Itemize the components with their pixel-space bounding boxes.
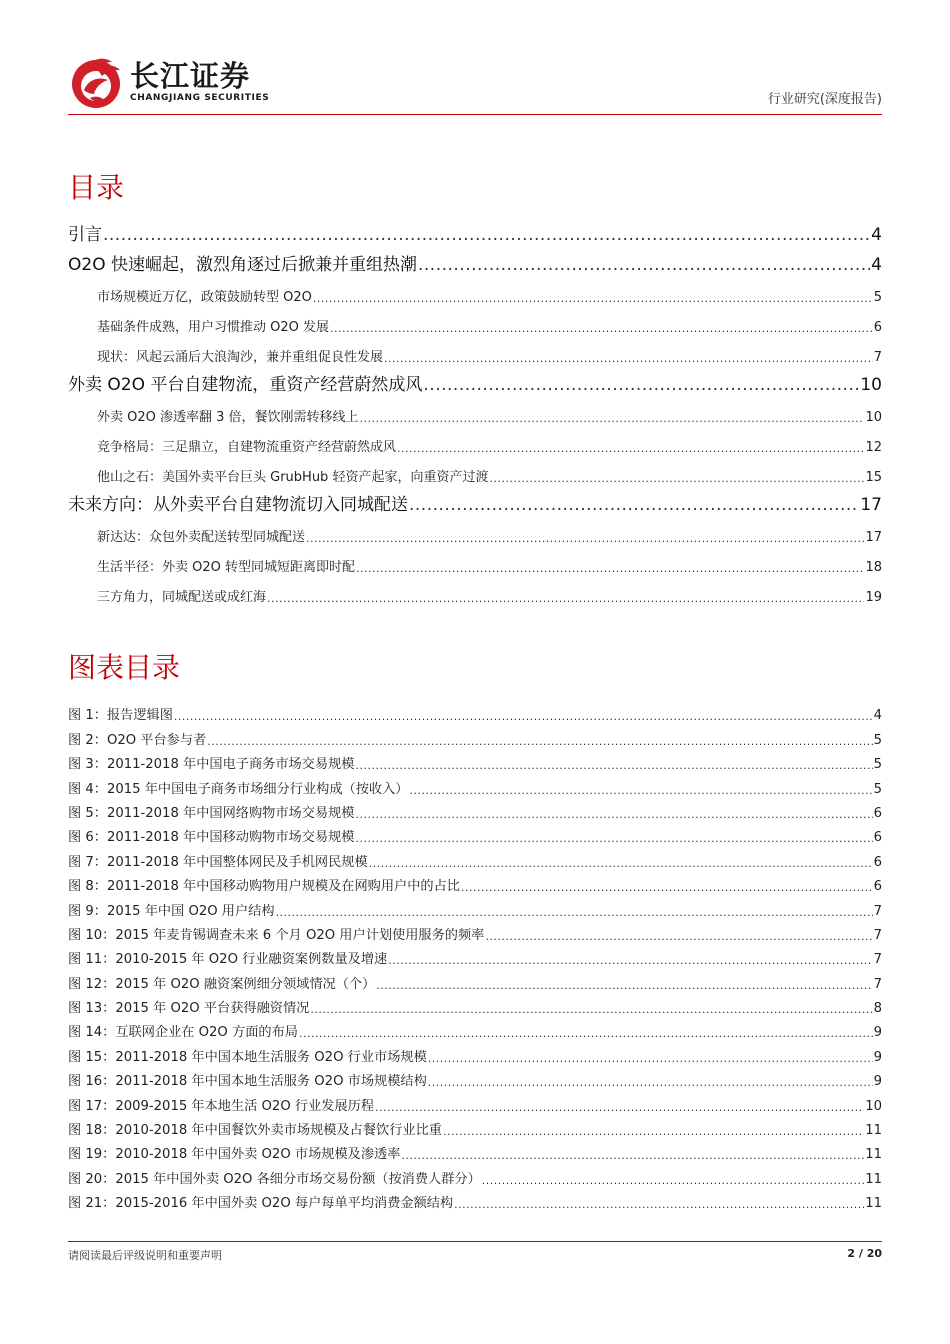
figure-entry-label: 图 12：2015 年 O2O 融资案例细分领域情况（个） — [68, 976, 376, 992]
report-type: 行业研究(深度报告) — [767, 92, 882, 107]
figure-entry[interactable] — [68, 992, 882, 1016]
leader-dots — [355, 808, 872, 821]
company-name-en: CHANGJIANG SECURITIES — [130, 93, 270, 103]
toc-chapter-page: 4 — [871, 255, 882, 275]
figure-entry-label: 图 1：报告逻辑图 — [68, 708, 173, 724]
leader-dots — [489, 472, 864, 485]
toc-section[interactable] — [68, 305, 882, 335]
figure-entry[interactable] — [68, 1089, 882, 1113]
figure-entry-page: 6 — [873, 854, 882, 870]
figure-entry-page: 6 — [873, 830, 882, 846]
figure-entry-page: 7 — [873, 952, 882, 968]
figure-entry-page: 6 — [873, 879, 882, 895]
figure-entry[interactable] — [68, 870, 882, 894]
toc-section-label: 外卖 O2O 渗透率翻 3 倍，餐饮刚需转移线上 — [97, 410, 359, 425]
figure-entry-page: 9 — [873, 1049, 882, 1065]
toc-section[interactable] — [68, 455, 882, 485]
figure-entry-page: 6 — [873, 805, 882, 821]
toc-chapter-label: 外卖 O2O 平台自建物流，重资产经营蔚然成风 — [68, 375, 423, 395]
figure-entry[interactable] — [68, 919, 882, 943]
toc-chapter[interactable] — [68, 215, 882, 245]
figure-entry-page: 5 — [873, 757, 882, 773]
toc-section[interactable] — [68, 395, 882, 425]
toc-section-label: 生活半径：外卖 O2O 转型同城短距离即时配 — [97, 560, 356, 575]
toc-chapter[interactable] — [68, 485, 882, 515]
toc-section-label: 现状：风起云涌后大浪淘沙，兼并重组促良性发展 — [97, 350, 384, 365]
page-header — [68, 44, 882, 114]
figure-entry[interactable] — [68, 845, 882, 869]
company-name-cn: 长江证券 — [130, 59, 251, 93]
leader-dots — [207, 735, 872, 748]
figure-entry-page: 8 — [873, 1001, 882, 1017]
figures-title: 图表目录 — [68, 651, 181, 684]
figure-entry-page: 11 — [865, 1147, 882, 1163]
leader-dots — [388, 954, 872, 967]
leader-dots — [376, 979, 872, 992]
toc-chapter-label: O2O 快速崛起，激烈角逐过后掀兼并重组热潮 — [68, 255, 417, 275]
toc-section-page: 5 — [873, 290, 882, 305]
toc-section[interactable] — [68, 515, 882, 545]
figure-entry-page: 11 — [865, 1123, 882, 1139]
figure-entry-page: 5 — [873, 732, 882, 748]
leader-dots — [267, 592, 864, 605]
toc-section-label: 市场规模近万亿，政策鼓励转型 O2O — [97, 290, 312, 305]
figure-entry-page: 10 — [865, 1098, 882, 1114]
toc-chapter-label: 引言 — [68, 225, 102, 245]
leader-dots — [103, 225, 870, 245]
leader-dots — [355, 759, 872, 772]
figure-entry-label: 图 9：2015 年中国 O2O 用户结构 — [68, 903, 275, 919]
toc-section-label: 竞争格局：三足鼎立，自建物流重资产经营蔚然成风 — [97, 440, 397, 455]
figure-entry-page: 7 — [873, 903, 882, 919]
figure-entry[interactable] — [68, 1138, 882, 1162]
leader-dots — [355, 832, 872, 845]
figures-list — [68, 699, 882, 1211]
figure-entry[interactable] — [68, 1040, 882, 1064]
figure-entry-page: 9 — [873, 1025, 882, 1041]
leader-dots — [174, 710, 873, 723]
toc-chapter[interactable] — [68, 365, 882, 395]
leader-dots — [313, 292, 873, 305]
figure-entry-label: 图 4：2015 年中国电子商务市场细分行业构成（按收入） — [68, 781, 409, 797]
toc-section-page: 10 — [865, 410, 882, 425]
figure-entry-page: 11 — [865, 1196, 882, 1212]
figure-entry[interactable] — [68, 821, 882, 845]
leader-dots — [299, 1027, 873, 1040]
figure-entry-label: 图 5：2011-2018 年中国网络购物市场交易规模 — [68, 805, 355, 821]
figure-entry-label: 图 20：2015 年中国外卖 O2O 各细分市场交易份额（按消费人群分） — [68, 1171, 481, 1187]
leader-dots — [397, 442, 864, 455]
header-divider — [68, 114, 882, 115]
toc-section[interactable] — [68, 545, 882, 575]
toc-section-page: 19 — [865, 590, 882, 605]
toc-section-page: 6 — [873, 320, 882, 335]
figure-entry[interactable] — [68, 699, 882, 723]
figure-entry-label: 图 8：2011-2018 年中国移动购物用户规模及在网购用户中的占比 — [68, 879, 460, 895]
toc-section-page: 18 — [865, 560, 882, 575]
figure-entry-label: 图 7：2011-2018 年中国整体网民及手机网民规模 — [68, 854, 368, 870]
toc-chapter-page: 10 — [860, 375, 882, 395]
leader-dots — [356, 562, 864, 575]
figure-entry-page: 9 — [873, 1074, 882, 1090]
toc-section-page: 7 — [873, 350, 882, 365]
figure-entry-label: 图 11：2010-2015 年 O2O 行业融资案例数量及增速 — [68, 952, 388, 968]
figure-entry-label: 图 15：2011-2018 年中国本地生活服务 O2O 行业市场规模 — [68, 1049, 427, 1065]
figure-entry-page: 11 — [865, 1171, 882, 1187]
toc-chapter[interactable] — [68, 245, 882, 275]
leader-dots — [360, 412, 865, 425]
leader-dots — [384, 352, 873, 365]
figure-entry-label: 图 10：2015 年麦肯锡调查未来 6 个月 O2O 用户计划使用服务的频率 — [68, 927, 485, 943]
figure-entry-label: 图 13：2015 年 O2O 平台获得融资情况 — [68, 1001, 310, 1017]
leader-dots — [423, 375, 859, 395]
figure-entry-label: 图 14：互联网企业在 O2O 方面的布局 — [68, 1025, 298, 1041]
figure-entry[interactable] — [68, 723, 882, 747]
toc-chapter-label: 未来方向：从外卖平台自建物流切入同城配送 — [68, 495, 408, 515]
leader-dots — [306, 532, 864, 545]
figure-entry[interactable] — [68, 1187, 882, 1211]
figure-entry-label: 图 3：2011-2018 年中国电子商务市场交易规模 — [68, 757, 355, 773]
phoenix-logo-icon — [68, 50, 126, 110]
leader-dots — [401, 1149, 864, 1162]
page-indicator: 2 / 20 — [847, 1247, 882, 1260]
leader-dots — [482, 1174, 864, 1187]
leader-dots — [409, 495, 859, 515]
leader-dots — [369, 857, 873, 870]
figure-entry-page: 7 — [873, 976, 882, 992]
leader-dots — [461, 881, 873, 894]
leader-dots — [310, 1003, 872, 1016]
figure-entry[interactable] — [68, 1162, 882, 1186]
leader-dots — [330, 322, 873, 335]
figure-entry[interactable] — [68, 967, 882, 991]
company-logo — [68, 50, 298, 110]
figure-entry[interactable] — [68, 797, 882, 821]
figure-entry[interactable] — [68, 943, 882, 967]
figure-entry-label: 图 2：O2O 平台参与者 — [68, 732, 207, 748]
figure-entry[interactable] — [68, 748, 882, 772]
figure-entry[interactable] — [68, 1114, 882, 1138]
toc-section-label: 新达达：众包外卖配送转型同城配送 — [97, 530, 306, 545]
toc-section[interactable] — [68, 575, 882, 605]
leader-dots — [454, 1198, 864, 1211]
figure-entry-page: 7 — [873, 927, 882, 943]
figure-entry-label: 图 6：2011-2018 年中国移动购物市场交易规模 — [68, 830, 355, 846]
toc-section-page: 15 — [865, 470, 882, 485]
toc-section-page: 12 — [865, 440, 882, 455]
figure-entry-page: 5 — [873, 781, 882, 797]
leader-dots — [428, 1076, 873, 1089]
toc-title: 目录 — [68, 171, 125, 204]
figure-entry-label: 图 17：2009-2015 年本地生活 O2O 行业发展历程 — [68, 1098, 375, 1114]
figure-entry-label: 图 18：2010-2018 年中国餐饮外卖市场规模及占餐饮行业比重 — [68, 1123, 442, 1139]
leader-dots — [409, 784, 872, 797]
toc-chapter-page: 17 — [860, 495, 882, 515]
figure-entry-label: 图 16：2011-2018 年中国本地生活服务 O2O 市场规模结构 — [68, 1074, 427, 1090]
toc-section[interactable] — [68, 335, 882, 365]
toc-section-label: 他山之石：美国外卖平台巨头 GrubHub 轻资产起家，向重资产过渡 — [97, 470, 489, 485]
toc-section[interactable] — [68, 275, 882, 305]
toc-section[interactable] — [68, 425, 882, 455]
leader-dots — [485, 930, 872, 943]
figure-entry-page: 4 — [873, 708, 882, 724]
footer-divider — [68, 1241, 882, 1242]
footer-disclaimer[interactable]: 请阅读最后评级说明和重要声明 — [68, 1249, 222, 1262]
figure-entry-label: 图 21：2015-2016 年中国外卖 O2O 每户每单平均消费金额结构 — [68, 1196, 454, 1212]
figure-entry[interactable] — [68, 894, 882, 918]
figure-entry[interactable] — [68, 1065, 882, 1089]
leader-dots — [375, 1101, 864, 1114]
leader-dots — [276, 906, 873, 919]
figure-entry-label: 图 19：2010-2018 年中国外卖 O2O 市场规模及渗透率 — [68, 1147, 401, 1163]
leader-dots — [428, 1052, 873, 1065]
toc-section-page: 17 — [865, 530, 882, 545]
leader-dots — [443, 1125, 864, 1138]
toc-section-label: 三方角力，同城配送或成红海 — [97, 590, 267, 605]
toc-chapter-page: 4 — [871, 225, 882, 245]
figure-entry[interactable] — [68, 772, 882, 796]
toc-section-label: 基础条件成熟，用户习惯推动 O2O 发展 — [97, 320, 330, 335]
leader-dots — [418, 255, 870, 275]
toc-list — [68, 215, 882, 605]
figure-entry[interactable] — [68, 1016, 882, 1040]
